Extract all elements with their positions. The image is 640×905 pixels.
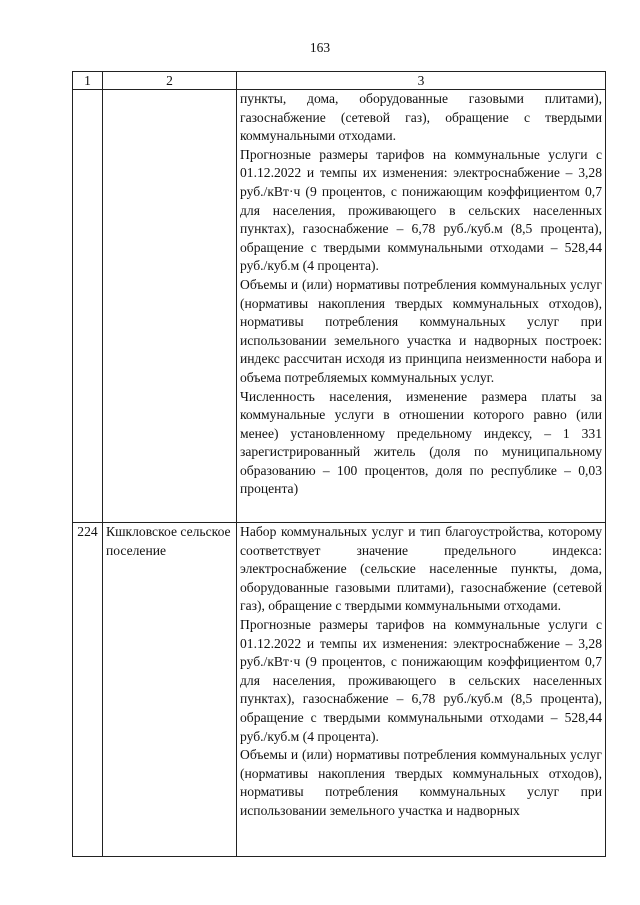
- column-header-3: 3: [237, 72, 606, 90]
- row-number: 224: [73, 523, 103, 857]
- table-row: [73, 90, 606, 523]
- content-paragraph: Объемы и (или) нормативы потребления коммунальных услуг (нормативы накопления твердых коммунальных отходов), нормативы потребления коммунальных услуг при использовании земельного участка и надворных построек: индекс рассчитан исходя из принципа неизменности набора и объема потребляемых коммунальных услуг.: [240, 276, 602, 385]
- content-paragraph: Прогнозные размеры тарифов на коммунальные услуги с 01.12.2022 и темпы их изменения: электроснабжение – 3,28 руб./кВт·ч (9 процентов, с понижающим коэффициентом 0,7 для населения, проживающего в сельских населенных пунктах), газоснабжение – 6,78 руб./куб.м (8,5 процента), обращение с твердыми коммунальными отходами – 528,44 руб./куб.м (4 процента).: [240, 146, 602, 274]
- column-header-1: 1: [73, 72, 103, 90]
- content-paragraph: Объемы и (или) нормативы потребления коммунальных услуг (нормативы накопления твердых коммунальных отходов), нормативы потребления коммунальных услуг при использовании земельного участка и надворных: [240, 747, 602, 818]
- row-name: Кшкловское сельское поселение: [103, 523, 237, 857]
- content-paragraph: пункты, дома, оборудованные газовыми плитами), газоснабжение (сетевой газ), обращение с твердыми коммунальными отходами.: [240, 91, 602, 144]
- row-name: [103, 90, 237, 523]
- document-table: [72, 71, 606, 857]
- content-paragraph: Численность населения, изменение размера платы за коммунальные услуги в отношении которого равно (или менее) установленному предельному индексу, – 1 331 зарегистрированный житель (доля по муниципальному образованию – 100 процентов, доля по республике – 0,03 процента): [240, 388, 602, 497]
- column-header-2: 2: [103, 72, 237, 90]
- page-number: 163: [309, 40, 331, 55]
- content-paragraph: Прогнозные размеры тарифов на коммунальные услуги с 01.12.2022 и темпы их изменения: электроснабжение – 3,28 руб./кВт·ч (9 процентов, с понижающим коэффициентом 0,7 для населения, проживающего в сельских населенных пунктах), газоснабжение – 6,78 руб./куб.м (8,5 процента), обращение с твердыми коммунальными отходами – 528,44 руб./куб.м (4 процента).: [240, 616, 602, 744]
- content-paragraph: Набор коммунальных услуг и тип благоустройства, которому соответствует значение предельного индекса: электроснабжение (сельские населенные пункты, дома, оборудованные газовыми плитами), газоснабжение (сетевой газ), обращение с твердыми коммунальными отходами.: [240, 524, 602, 614]
- row-content: [237, 90, 606, 523]
- table-row: [73, 523, 606, 857]
- row-number: [73, 90, 103, 523]
- row-content: [237, 523, 606, 857]
- table-header-row: [73, 72, 606, 90]
